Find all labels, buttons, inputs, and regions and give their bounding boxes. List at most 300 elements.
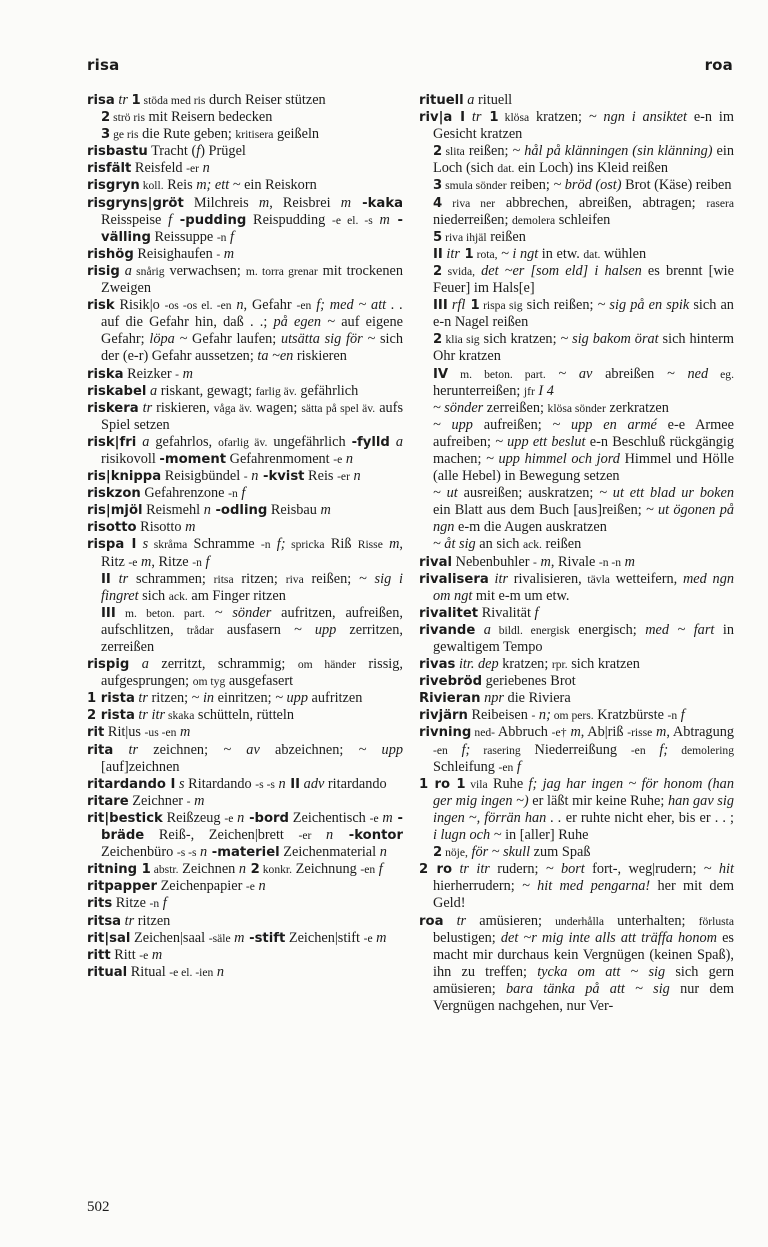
- dictionary-entry: [87, 724, 403, 741]
- small-gloss: stöda med ris: [140, 94, 206, 107]
- entry-text: reiben;: [506, 177, 554, 194]
- dictionary-entry: [419, 776, 734, 844]
- headword: rit: [87, 725, 105, 741]
- headword: II: [433, 246, 443, 262]
- entry-text: in gewaltigem Tempo: [433, 621, 734, 655]
- italic-text: utsätta sig för ~: [280, 331, 376, 348]
- small-gloss: smula sönder: [442, 179, 507, 193]
- italic-text: löpa ~: [149, 331, 188, 348]
- entry-text: die Rute geben;: [138, 126, 236, 143]
- italic-text: f: [168, 211, 173, 228]
- italic-text: m; ett ~: [196, 177, 241, 194]
- entry-text: Reisfeld: [131, 160, 187, 177]
- headword: Rivieran: [419, 691, 481, 707]
- entry-text: Reisspeise: [101, 211, 169, 228]
- headword: rivjärn: [419, 708, 468, 724]
- entry-text: es brennt [wie Feuer] im Hals[e]: [433, 262, 734, 297]
- entry-text: Tracht (: [147, 143, 197, 160]
- entry-text: ein Blatt aus dem Buch [aus]reißen;: [433, 502, 646, 519]
- dictionary-entry: [87, 776, 403, 793]
- dictionary-entry: [419, 622, 734, 656]
- italic-text: f: [375, 861, 383, 878]
- italic-text: f: [159, 895, 167, 912]
- italic-text: n: [199, 160, 210, 177]
- italic-text: npr: [480, 690, 504, 707]
- italic-text: ~ upp: [358, 741, 403, 758]
- dictionary-entry: [87, 742, 403, 776]
- dictionary-subentry: [419, 177, 734, 194]
- entry-text: mit e-m um etw.: [472, 587, 570, 604]
- italic-text: a: [119, 262, 132, 279]
- headword: ritardando I: [87, 776, 176, 792]
- entry-text: Gefahrenzone: [140, 485, 229, 502]
- italic-text: m: [258, 194, 270, 211]
- italic-text: m: [372, 929, 387, 946]
- dictionary-subentry: [419, 297, 734, 331]
- italic-text: n: [233, 809, 245, 826]
- small-gloss: m. torra grenar: [245, 264, 318, 278]
- dictionary-entry: [87, 263, 403, 297]
- headword: 2: [433, 263, 443, 279]
- small-gloss: sätta på spel äv.: [301, 401, 376, 415]
- entry-text: energisch;: [569, 621, 646, 638]
- dictionary-subentry: [419, 400, 734, 417]
- italic-text: ~ upp: [433, 416, 473, 433]
- small-gloss: -e: [363, 931, 373, 945]
- italic-text: n: [311, 827, 334, 844]
- headword: rival: [419, 554, 453, 570]
- entry-text: Reizker: [123, 365, 176, 382]
- entry-text: Reis: [304, 468, 338, 485]
- entry-text: sich kratzen;: [479, 331, 561, 348]
- italic-text: bara tänka på att ~ sig: [505, 980, 670, 997]
- small-gloss: riva ner: [442, 196, 496, 210]
- dictionary-subentry: [419, 331, 734, 365]
- small-gloss: om händer: [297, 658, 356, 672]
- headword: -kontor: [333, 828, 403, 844]
- italic-text: ~ ut: [433, 485, 458, 502]
- dictionary-entry: [419, 92, 734, 109]
- italic-text: ~ hål på klänningen (sin klänning): [512, 143, 713, 160]
- entry-text: kratzen;: [498, 656, 552, 673]
- small-gloss: -n: [260, 538, 271, 552]
- italic-text: n: [254, 878, 266, 895]
- running-head-left: risa: [87, 56, 120, 74]
- entry-text: Reißzeug: [162, 809, 225, 826]
- entry-text: ritzen;: [233, 570, 286, 587]
- dictionary-entry: [87, 143, 403, 160]
- small-gloss: -säle: [208, 931, 231, 945]
- headword: rivalitet: [419, 605, 479, 621]
- headword: rita: [87, 742, 114, 758]
- small-gloss: ofarlig äv.: [218, 435, 268, 449]
- italic-text: m: [320, 502, 331, 519]
- dictionary-entry: [87, 536, 403, 570]
- dictionary-subentry: [87, 605, 403, 656]
- running-head-right: roa: [704, 56, 733, 74]
- italic-text: ~ upp en armé: [552, 416, 657, 433]
- entry-text: nur dem Vergnügen nachgehen, nur Ver-: [433, 980, 735, 1014]
- italic-text: f: [534, 604, 539, 621]
- small-gloss: nöje,: [442, 846, 468, 860]
- small-gloss: Risse: [357, 538, 383, 552]
- dictionary-entry: [87, 297, 403, 365]
- entry-text: mit Reisern bedecken: [144, 109, 273, 126]
- headword: risa: [87, 93, 115, 108]
- entry-text: abzeichnen;: [259, 741, 359, 758]
- small-gloss: -e: [245, 880, 255, 894]
- entry-text: ritzen: [134, 912, 171, 929]
- small-gloss: ge ris: [110, 128, 139, 142]
- italic-text: n: [238, 861, 247, 878]
- small-gloss: farlig äv.: [255, 384, 297, 398]
- entry-text: schleifen: [555, 211, 611, 228]
- dictionary-entry: [87, 793, 403, 810]
- small-gloss: -: [175, 367, 180, 381]
- dictionary-subentry: [87, 571, 403, 605]
- entry-text: herunterreißen;: [433, 382, 524, 399]
- headword: risig: [87, 263, 120, 279]
- small-gloss: skråma: [148, 538, 188, 552]
- small-gloss: underhålla: [555, 914, 605, 928]
- headword: rivebröd: [419, 674, 483, 690]
- headword: 1: [481, 110, 499, 126]
- small-gloss: förlusta: [698, 914, 734, 928]
- entry-text: ritzen;: [147, 690, 192, 707]
- italic-text: ta ~en: [257, 348, 294, 365]
- small-gloss: -e: [333, 452, 343, 466]
- small-gloss: -: [533, 555, 537, 569]
- entry-text: riskant, gewagt;: [157, 382, 256, 399]
- small-gloss: -er: [337, 470, 350, 484]
- dictionary-entry: [87, 485, 403, 502]
- entry-text: Zeichner: [128, 792, 187, 809]
- small-gloss: ned-: [471, 726, 495, 740]
- italic-text: tr: [138, 399, 153, 416]
- italic-text: m: [382, 536, 400, 553]
- italic-text: f: [201, 553, 210, 570]
- dictionary-subentry: [419, 417, 734, 485]
- entry-text: sich an e-n Nagel reißen: [433, 297, 734, 331]
- headword: risgryn: [87, 178, 140, 194]
- small-gloss: snårig: [131, 264, 165, 278]
- entry-text: , Ab|riß: [580, 724, 628, 741]
- italic-text: f: [513, 758, 521, 775]
- italic-text: ~ ned: [667, 365, 709, 382]
- entry-text: schütteln, rütteln: [194, 707, 295, 724]
- headword: 1 ro 1: [419, 776, 466, 792]
- entry-text: Zeichenpapier: [157, 878, 246, 895]
- entry-text: es macht mir durchaus kein Vergnügen (keinen Spaß), ihn zu treffen;: [433, 929, 735, 980]
- dictionary-entry: [87, 690, 403, 707]
- small-gloss: -e†: [551, 726, 567, 740]
- entry-text: Brot (Käse) reiben: [621, 177, 732, 194]
- italic-text: n: [379, 844, 387, 861]
- small-gloss: -s -s: [255, 777, 275, 791]
- entry-text: die Riviera: [503, 690, 571, 707]
- entry-text: Reismehl: [142, 502, 204, 519]
- dictionary-subentry: [419, 246, 734, 263]
- italic-text: m: [372, 211, 390, 228]
- small-gloss: -: [531, 709, 536, 723]
- headword: rispig: [87, 657, 130, 673]
- italic-text: s: [175, 775, 185, 792]
- headword: ris|mjöl: [87, 503, 143, 519]
- small-gloss: ack.: [168, 589, 188, 603]
- italic-text: m: [566, 724, 581, 741]
- small-gloss: -n: [149, 897, 160, 911]
- small-gloss: -e: [139, 948, 149, 962]
- dictionary-entry: [87, 502, 403, 519]
- italic-text: a: [136, 433, 150, 450]
- entry-text: abbrechen, abreißen, abtragen;: [495, 194, 707, 211]
- small-gloss: -s -s: [176, 846, 197, 860]
- small-gloss: slita: [442, 145, 465, 159]
- entry-text: Milchreis: [183, 194, 259, 211]
- small-gloss: -en: [360, 863, 376, 877]
- italic-text: f: [196, 143, 201, 160]
- entry-text: sich kratzen: [567, 656, 640, 673]
- italic-text: ~ sig i fingret: [101, 570, 403, 604]
- headword: -bräde: [101, 810, 403, 844]
- entry-text: reißen;: [464, 143, 513, 160]
- italic-text: m: [179, 365, 193, 382]
- entry-text: Zeichenbüro: [101, 844, 177, 861]
- italic-text: m: [176, 724, 191, 741]
- italic-text: ~ hit: [703, 861, 734, 878]
- italic-text: n: [231, 297, 244, 314]
- entry-text: zerkratzen: [605, 399, 669, 416]
- headword: rispa I: [87, 537, 137, 553]
- entry-text: wühlen: [600, 245, 647, 262]
- headword: -moment: [159, 451, 227, 467]
- entry-text: ein Reiskorn: [240, 177, 317, 194]
- small-gloss: dat.: [583, 247, 601, 261]
- small-gloss: riva: [285, 572, 304, 586]
- small-gloss: demolering: [668, 743, 735, 757]
- entry-text: in [aller] Ruhe: [501, 827, 589, 844]
- entry-text: e-m die Augen auskratzen: [454, 519, 607, 536]
- dictionary-entry: [87, 913, 403, 930]
- entry-text: sich: [138, 587, 169, 604]
- entry-text: schrammen;: [128, 570, 214, 587]
- entry-text: Zeichnen: [178, 861, 239, 878]
- entry-text: Riß: [324, 536, 358, 553]
- italic-text: för ~ skull: [467, 844, 531, 861]
- italic-text: tr: [114, 92, 132, 108]
- italic-text: m: [340, 194, 352, 211]
- entry-text: aufreißen;: [472, 416, 553, 433]
- entry-text: rituell: [474, 92, 513, 108]
- small-gloss: tävla: [587, 572, 610, 586]
- entry-text: amüsieren;: [466, 912, 556, 929]
- headword: rit|sal: [87, 930, 131, 946]
- headword: ritsa: [87, 913, 122, 929]
- small-gloss: strö ris: [110, 111, 145, 125]
- headword: 1 rista: [87, 691, 135, 707]
- headword: 1: [459, 246, 474, 262]
- small-gloss: skaka: [165, 709, 195, 723]
- headword: ritual: [87, 964, 128, 980]
- small-gloss: -: [216, 247, 221, 261]
- entry-text: geriebenes Brot: [482, 673, 576, 690]
- entry-text: Ritze: [112, 895, 150, 912]
- entry-text: gefährlich: [296, 382, 359, 399]
- italic-text: ~ hit med pengarna!: [522, 878, 651, 895]
- entry-text: sich gern amüsieren;: [433, 963, 734, 997]
- entry-text: gefahrlos,: [149, 433, 219, 450]
- small-gloss: vila: [465, 777, 488, 791]
- entry-text: ausreißen; auskratzen;: [457, 485, 600, 502]
- dictionary-entry: [87, 895, 403, 912]
- headword: 1: [465, 298, 480, 314]
- small-gloss: rasering: [470, 743, 521, 757]
- entry-text: [auf]zeichnen: [101, 758, 180, 775]
- headword: III: [101, 605, 116, 621]
- headword: IV: [433, 366, 449, 382]
- italic-text: ~ åt sig: [433, 536, 476, 553]
- entry-text: risikovoll: [101, 450, 160, 467]
- entry-text: am Finger ritzen: [187, 587, 286, 604]
- dictionary-subentry: [419, 844, 734, 861]
- small-gloss: rpr.: [551, 658, 568, 672]
- italic-text: ~ in: [191, 690, 215, 707]
- italic-text: itr: [488, 570, 509, 587]
- entry-text: zeichnen;: [138, 741, 224, 758]
- small-gloss: klösa sönder: [547, 401, 606, 415]
- italic-text: f: [677, 707, 685, 724]
- italic-text: f: [226, 228, 235, 245]
- dictionary-entry: [87, 246, 403, 263]
- dictionary-entry: [87, 383, 403, 400]
- entry-text: Reisigbündel: [161, 468, 244, 485]
- headword: roa: [419, 913, 444, 929]
- italic-text: ~ i ngt: [497, 245, 539, 262]
- dictionary-subentry: [419, 485, 734, 536]
- small-gloss: -os -os el. -en: [164, 299, 232, 313]
- headword: ris|knippa: [87, 469, 162, 485]
- italic-text: n: [247, 468, 259, 485]
- headword: risotto: [87, 520, 137, 536]
- small-gloss: -risse: [627, 726, 653, 740]
- small-gloss: -en: [630, 743, 646, 757]
- small-gloss: klia sig: [442, 333, 480, 347]
- italic-text: ~ bort: [545, 861, 585, 878]
- headword: 2: [433, 144, 443, 160]
- dictionary-subentry: [419, 263, 734, 297]
- italic-text: f; jag har ingen ~ för honom (han ger mig ingen ~): [433, 775, 734, 809]
- small-gloss: -n: [216, 230, 227, 244]
- headword: -kaka: [351, 195, 403, 211]
- headword: risgryns|gröt: [87, 195, 184, 211]
- dictionary-entry: [419, 690, 734, 707]
- entry-text: Ritual: [127, 963, 170, 980]
- entry-text: wagen;: [252, 399, 302, 416]
- small-gloss: -us -en: [144, 726, 177, 740]
- entry-text: zerritzt, schrammig;: [148, 656, 298, 673]
- italic-text: tr itr: [134, 707, 166, 724]
- page-number: 502: [87, 1199, 110, 1215]
- headword: risbastu: [87, 144, 148, 160]
- entry-text: ausgefasert: [225, 673, 294, 690]
- entry-text: an sich: [475, 536, 523, 553]
- entry-text: ausfasern: [213, 621, 295, 638]
- entry-text: mit trockenen Zweigen: [101, 262, 403, 297]
- italic-text: ~ ut ögonen på ngn: [433, 502, 734, 536]
- small-gloss: -en: [296, 299, 312, 313]
- italic-text: m: [185, 519, 196, 536]
- headword: ritt: [87, 947, 111, 963]
- headword: II: [101, 571, 111, 587]
- dictionary-entry: [419, 673, 734, 690]
- italic-text: f: [237, 485, 246, 502]
- italic-text: I 4: [534, 382, 554, 399]
- italic-text: ~ av: [223, 741, 260, 758]
- entry-text: kratzen;: [529, 109, 589, 126]
- italic-text: n: [203, 502, 211, 519]
- small-gloss: klösa: [498, 111, 530, 125]
- dictionary-entry: [87, 656, 403, 690]
- entry-text: Schramme: [187, 536, 261, 553]
- headword: -bord: [244, 810, 289, 826]
- dictionary-subentry: [419, 143, 734, 177]
- small-gloss: demolera: [512, 213, 556, 227]
- headword: -odling: [210, 503, 268, 519]
- dictionary-entry: [87, 177, 403, 194]
- headword: 2 rista: [87, 708, 135, 724]
- italic-text: tycka om att ~ sig: [537, 963, 666, 980]
- dictionary-subentry: [419, 195, 734, 229]
- entry-text: sich reißen;: [522, 297, 598, 314]
- entry-text: aufs Spiel setzen: [101, 399, 404, 433]
- dictionary-entry: [87, 92, 403, 109]
- entry-text: rudern;: [489, 861, 546, 878]
- italic-text: m: [220, 245, 235, 262]
- small-gloss: svida,: [442, 264, 476, 278]
- small-gloss: -er: [298, 829, 312, 843]
- entry-text: ungefährlich: [267, 433, 352, 450]
- italic-text: n: [196, 844, 208, 861]
- entry-text: zerritzen, zerreißen: [101, 621, 403, 655]
- dictionary-entry: [87, 160, 403, 177]
- entry-text: e-e Armee aufreiben;: [433, 416, 734, 450]
- entry-text: Ruhe: [487, 775, 529, 792]
- italic-text: itr. dep: [455, 656, 499, 673]
- headword: -fylld: [351, 434, 390, 450]
- headword: risfält: [87, 161, 132, 177]
- small-gloss: -e: [369, 811, 379, 825]
- entry-text: , Reisbrei: [269, 194, 341, 211]
- entry-text: e-n im Gesicht kratzen: [433, 109, 734, 143]
- entry-text: Rit|us: [104, 724, 145, 741]
- small-gloss: rota,: [473, 247, 498, 261]
- entry-text: geißeln: [273, 126, 320, 143]
- entry-text: zerreißen;: [483, 399, 548, 416]
- entry-text: Reis: [163, 177, 197, 194]
- small-gloss: -e: [128, 555, 138, 569]
- headword: 1: [131, 93, 141, 108]
- small-gloss: -e el. -s: [332, 213, 373, 227]
- headword: ritare: [87, 793, 129, 809]
- entry-text: Himmel und Hölle (alle Hebel) in Bewegung setzen: [433, 450, 734, 485]
- small-gloss: -en: [433, 743, 448, 757]
- italic-text: tr: [465, 109, 482, 126]
- entry-text: riskieren: [293, 348, 347, 365]
- italic-text: f;: [447, 741, 471, 758]
- small-gloss: -er: [186, 162, 200, 176]
- entry-text: Gefahrenmoment: [226, 450, 334, 467]
- dictionary-entry: [87, 195, 403, 246]
